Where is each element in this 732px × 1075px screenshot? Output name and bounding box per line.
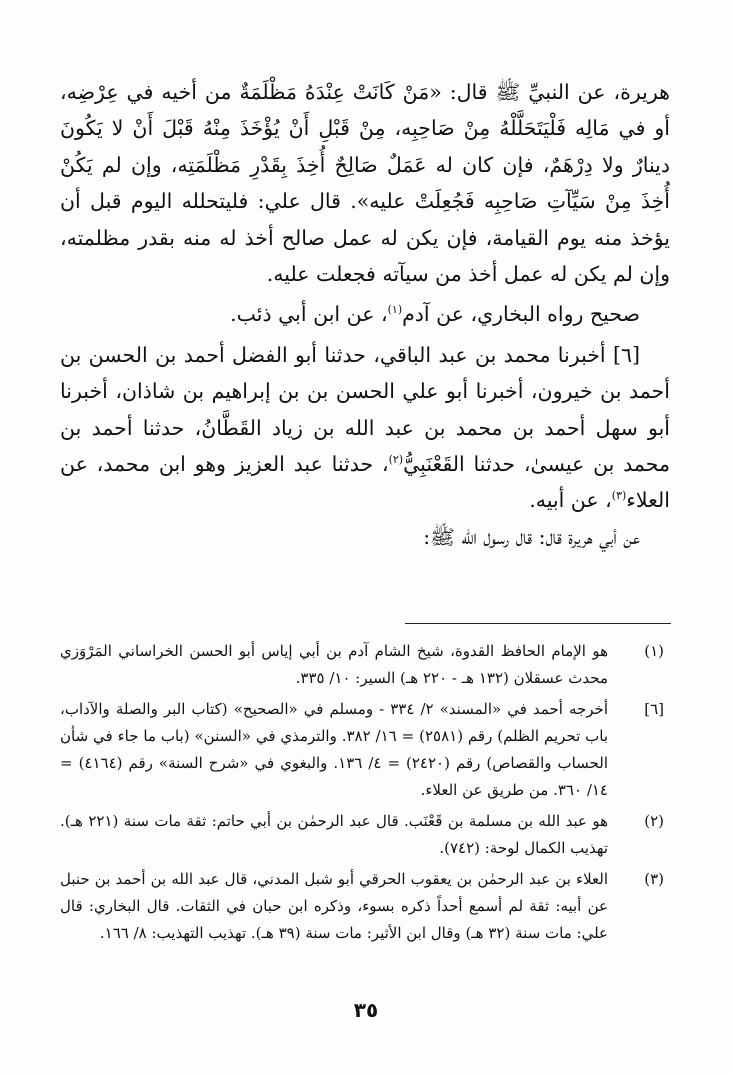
footnote (60, 696, 670, 804)
footnote (60, 638, 670, 692)
footnotes (60, 638, 670, 951)
isnad-text: [٦] أخبرنا محمد بن عبد الباقي، حدثنا أبو الفضل أحمد بن الحسن بن أحمد بن خيرون، أخبرنا أبو علي الحسن بن بن إبراهيم بن شاذان، أخبرنا أبو سهل أحمد بن محمد بن عبد الله بن زياد القَطَّانُ، حدثنا أحمد بن محمد بن عيسىٰ، حدثنا القَعْنَبِيُّ (60, 342, 670, 477)
footnote (60, 866, 670, 947)
footnote-ref-1: (١) (387, 303, 403, 317)
footnote-number: [٦] (644, 700, 664, 718)
isnad-text-2: ، حدثنا عبد العزيز وهو ابن محمد، عن العلاء (60, 452, 670, 513)
footnote-number: (١) (644, 642, 664, 660)
sahih-text: صحيح رواه البخاري، عن آدم (402, 302, 640, 327)
footnote-ref-3: (٣) (611, 489, 627, 503)
sahih-line (60, 296, 670, 332)
footnote-text: العلاء بن عبد الرحمٰن بن يعقوب الحرقي أبو شبل المدني، قال عبد الله بن أحمد بن حنبل عن أبيه: ثقة لم أسمع أحداً ذكره بسوء، وذكره ابن حبان في الثقات. قال البخاري: قال علي: مات سنة (٣٢ هـ) وقال ابن الأثير: مات سنة (٣٩ هـ). تهذيب التهذيب: ٨/ ١٦٦. (60, 870, 608, 942)
page-number: ٣٥ (353, 998, 379, 1022)
hadith-text-paragraph: هريرة، عن النبيِّ ﷺ قال: «مَنْ كَانَتْ عِنْدَهُ مَظْلَمَةٌ من أخيه في عِرْضِه، أو في مَالِه فَلْيَتَحَلَّلْهُ مِنْ صَاحِبِه، مِنْ قَبْلِ أَنْ يُؤْخَذَ مِنْهُ قَبْلَ أَنْ لا يَكُونَ دينارٌ ولا دِرْهَمٌ، فإن كان له عَمَلٌ صَالِحٌ أُخِذَ بِقَدْرِ مَظْلَمَتِه، وإن لم يَكُنْ أُخِذَ مِنْ سَيِّآتِ صَاحِبِه فَجُعِلَتْ عليه». قال علي: فليتحلله اليوم قبل أن يؤخذ منه يوم القيامة، فإن يكن له عمل صالح أخذ له منه بقدر مظلمته، وإن لم يكن له عمل أخذ من سيآته فجعلت عليه. (60, 80, 670, 287)
isnad-text-3: ، عن أبيه. (529, 488, 612, 513)
footnote-text: هو عبد الله بن مسلمة بن قَعْنَب. قال عبد الرحمٰن بن أبي حاتم: ثقة مات سنة (٢٢١ هـ). تهذيب الكمال لوحة: (٧٤٢). (60, 812, 608, 857)
footnote-divider (405, 623, 671, 624)
footnote-text: أخرجه أحمد في «المسند» ٢/ ٣٣٤ - ومسلم في «الصحيح» (كتاب البر والصلة والآداب، باب تحريم الظلم) رقم (٢٥٨١) = ١٦/ ٣٨٢. والترمذي في «السنن» (باب ما جاء في شأن الحساب والقصاص) رقم (٢٤٢٠) = ٤/ ١٣٦. والبغوي في «شرح السنة» رقم (٤١٦٤) = ١٤/ ٣٦٠. من طريق عن العلاء. (60, 700, 609, 799)
footnote-text: هو الإمام الحافظ القدوة، شيخ الشام آدم بن أبي إياس أبو الحسن الخراساني المَرْوَزي محدث عسقلان (١٣٢ هـ - ٢٢٠ هـ) السير: ١٠/ ٣٣٥. (60, 642, 608, 687)
footnote-ref-2: (٢) (388, 453, 404, 467)
footnote (60, 808, 670, 862)
footnote-number: (٣) (644, 870, 664, 888)
closing-line: عن أبي هريرة قال: قال رسول الله ﷺ: (423, 524, 640, 549)
main-text (60, 74, 670, 555)
footnote-number: (٢) (644, 812, 664, 830)
sahih-text-end: ، عن ابن أبي ذئب. (230, 302, 388, 327)
hadith-6-paragraph (60, 337, 670, 519)
